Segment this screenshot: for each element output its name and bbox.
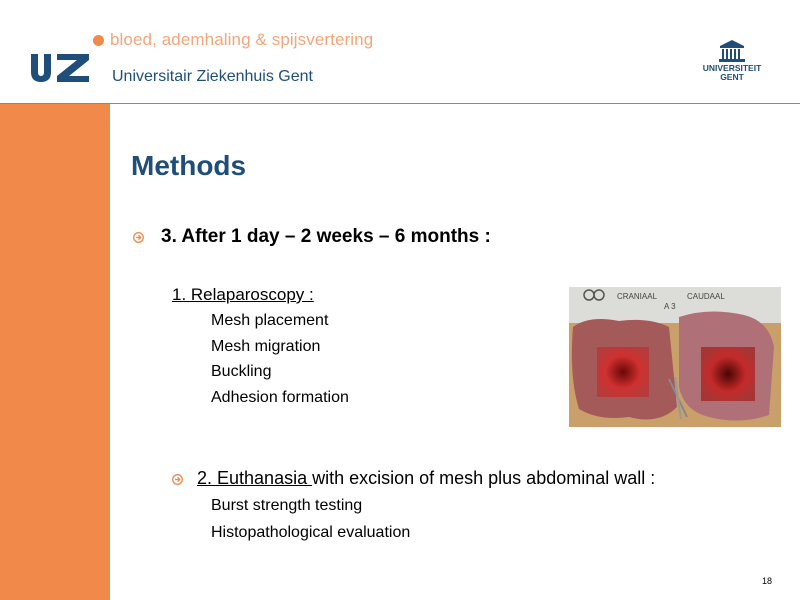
building-icon	[702, 38, 762, 64]
ugent-line1: UNIVERSITEIT	[702, 63, 762, 73]
section1-heading-text: 1. Relaparoscopy :	[172, 285, 314, 304]
department-name: bloed, ademhaling & spijsvertering	[110, 30, 374, 49]
list-item: Mesh migration	[211, 338, 321, 355]
uz-logo	[29, 52, 91, 84]
list-item: Histopathological evaluation	[211, 524, 411, 541]
list-item: Buckling	[211, 363, 272, 380]
hospital-name: Universitair Ziekenhuis Gent	[112, 68, 313, 85]
arrow-bullet-icon	[133, 232, 144, 243]
section1-heading	[172, 285, 314, 305]
slide-header	[0, 0, 800, 104]
section2-heading-underlined: 2. Euthanasia	[197, 468, 313, 488]
page-number: 18	[762, 576, 773, 586]
list-item: Burst strength testing	[211, 497, 363, 514]
list-item: Mesh placement	[211, 312, 329, 329]
header-divider	[0, 103, 800, 104]
list-item: Adhesion formation	[211, 389, 349, 406]
sidebar-accent	[0, 104, 110, 600]
ugent-logo	[702, 38, 762, 88]
orange-dot-icon	[93, 35, 104, 46]
slide-title: Methods	[131, 150, 247, 181]
arrow-bullet-icon	[172, 474, 183, 485]
main-point: 3. After 1 day – 2 weeks – 6 months :	[161, 226, 491, 247]
section2-heading	[197, 468, 655, 489]
photo-label-a3: A 3	[664, 302, 676, 311]
ugent-line2: GENT	[720, 72, 744, 82]
photo-label-craniaal: CRANIAAL	[617, 292, 658, 301]
section2-heading-rest: with excision of mesh plus abdominal wall :	[312, 468, 656, 488]
photo-label-caudaal: CAUDAAL	[687, 292, 725, 301]
specimen-photo	[569, 287, 781, 427]
